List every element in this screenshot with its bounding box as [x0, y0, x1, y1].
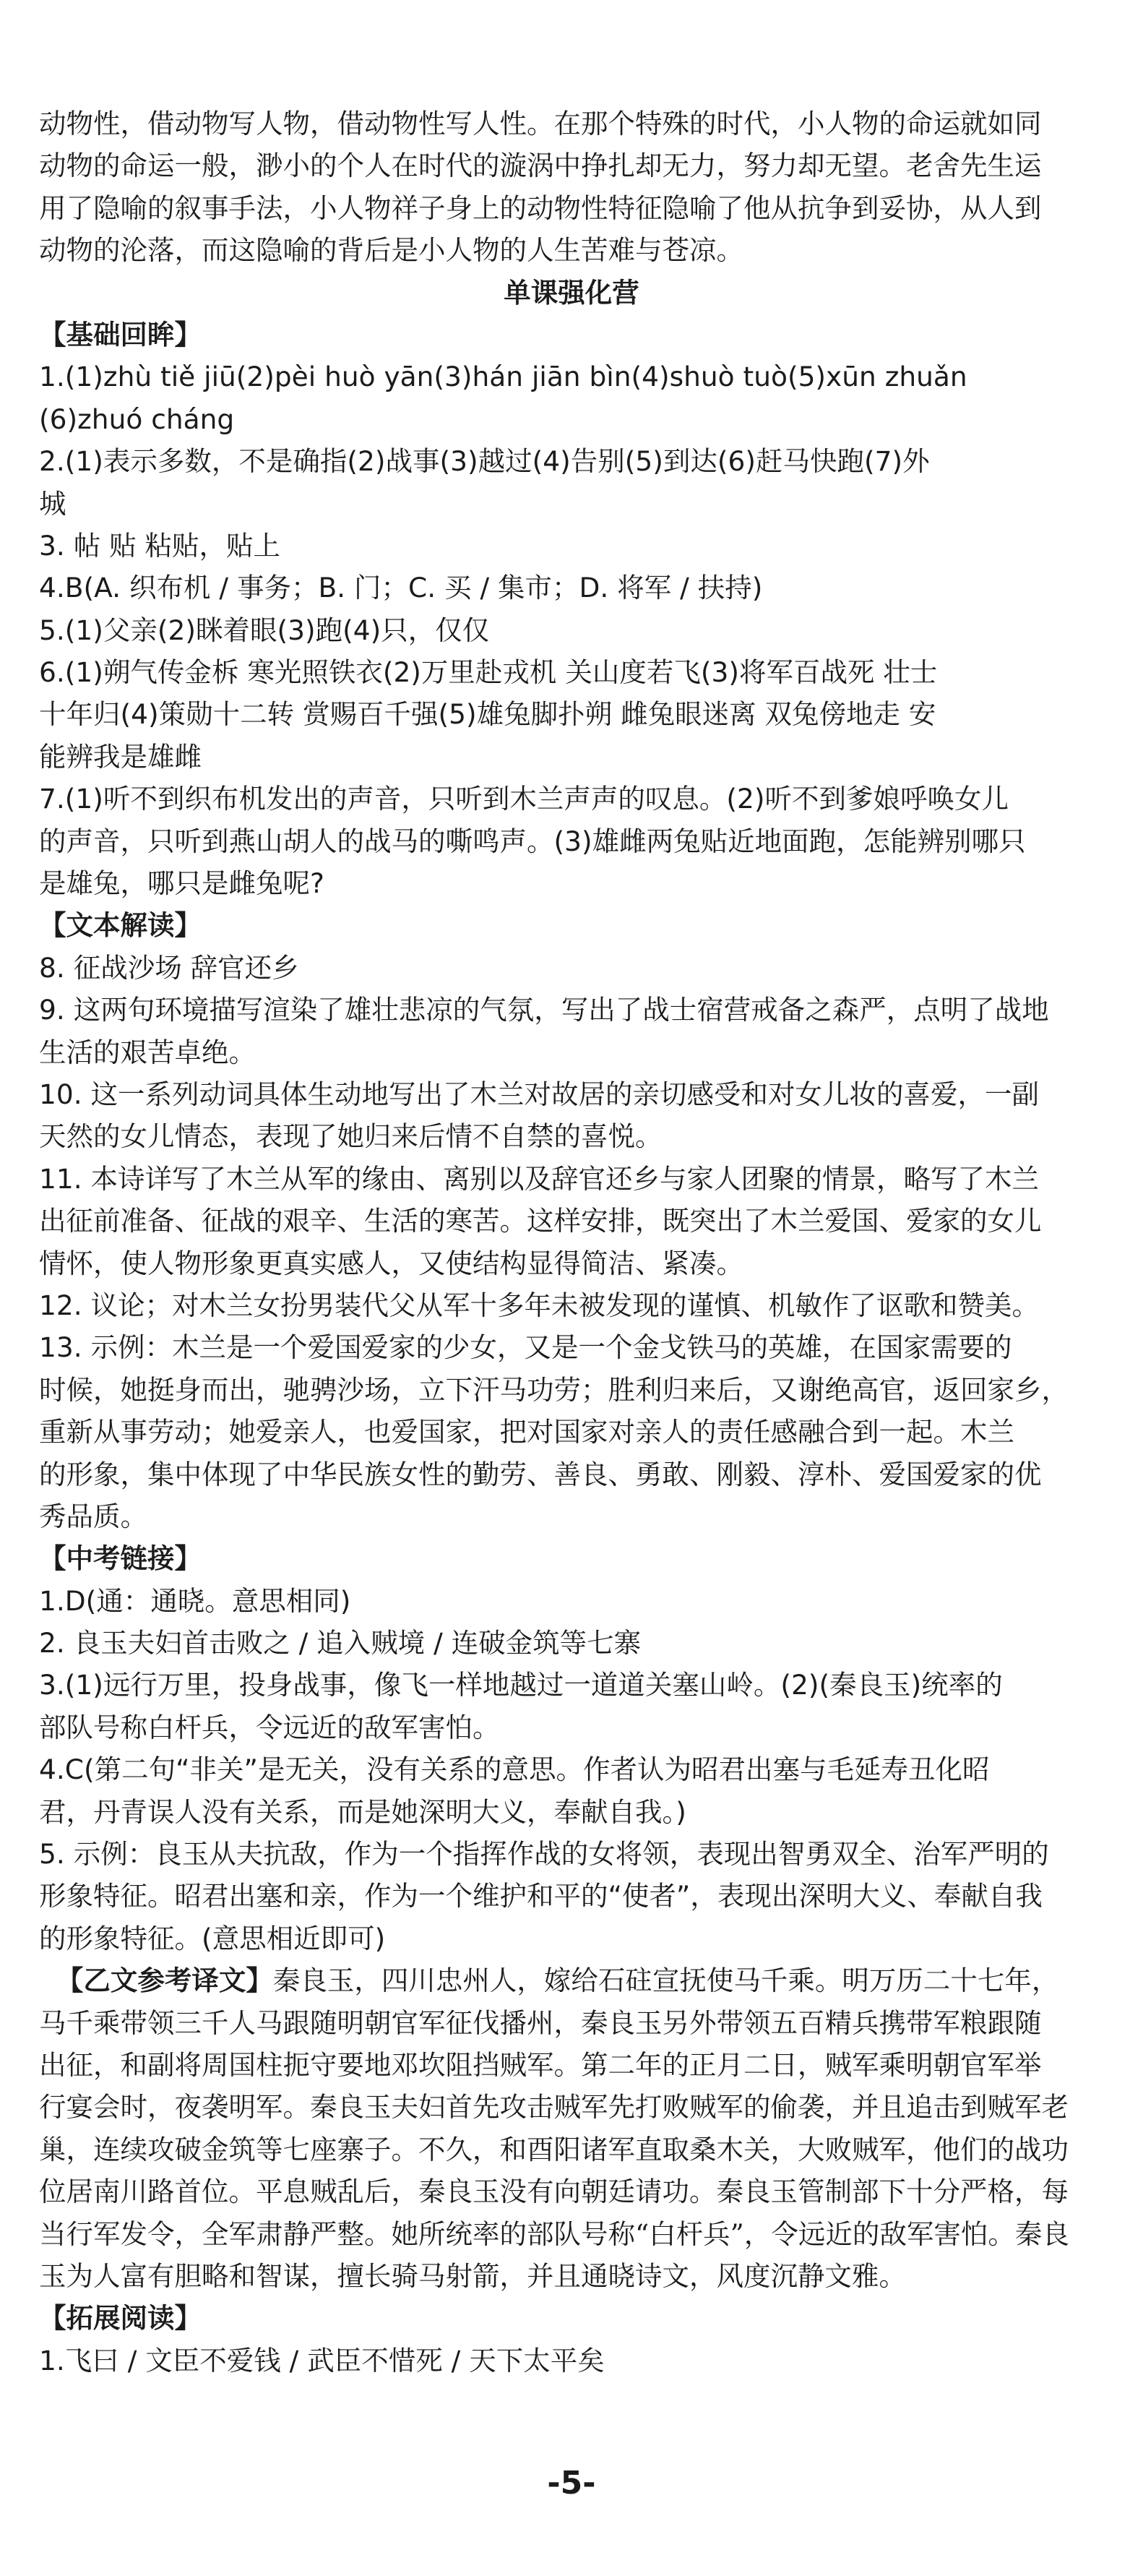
answer-line: 11. 本诗详写了木兰从军的缘由、离别以及辞官还乡与家人团聚的情景，略写了木兰 — [39, 1162, 1040, 1195]
answer-line: 时候，她挺身而出，驰骋沙场，立下汗马功劳；胜利归来后，又谢绝高官，返回家乡， — [39, 1373, 1069, 1406]
translation-line: 位居南川路首位。平息贼乱后，秦良玉没有向朝廷请功。秦良玉管制部下十分严格，每 — [39, 2176, 1069, 2208]
translation-line: 出征，和副将周国柱扼守要地邓坎阻挡贼军。第二年的正月二日，贼军乘明朝官军举 — [39, 2048, 1042, 2081]
answer-line: 4.C(第二句“非关”是无关，没有关系的意思。作者认为昭君出塞与毛延寿丑化昭 — [39, 1753, 990, 1786]
section-title: 单课强化营 — [504, 276, 639, 309]
answer-line: 城 — [39, 487, 66, 520]
answer-line: 6.(1)朔气传金柝 寒光照铁衣(2)万里赴戎机 关山度若飞(3)将军百战死 壮士 — [39, 656, 938, 689]
intro-paragraph — [39, 103, 1104, 272]
answer-line: 重新从事劳动；她爱亲人，也爱国家，把对国家对亲人的责任感融合到一起。木兰 — [39, 1416, 1014, 1448]
translation-text: 秦良玉，四川忠州人，嫁给石砫宣抚使马千乘。明万历二十七年， — [272, 1965, 1059, 1997]
answer-line: 5.(1)父亲(2)眯着眼(3)跑(4)只，仅仅 — [39, 614, 490, 646]
answer-line: 1.(1)zhù tiě jiū(2)pèi huò yān(3)hán jiān bìn(4)shuò tuò(5)xūn zhuǎn — [39, 361, 967, 393]
translation-line: 玉为人富有胆略和智谋，擅长骑马射箭，并且通晓诗文，风度沉静文雅。 — [39, 2259, 906, 2292]
answer-line: 2.(1)表示多数，不是确指(2)战事(3)越过(4)告别(5)到达(6)赶马快跑(7)外 — [39, 445, 930, 478]
answer-line: 天然的女儿情态，表现了她归来后情不自禁的喜悦。 — [39, 1120, 663, 1153]
answer-line: 的形象特征。(意思相近即可) — [39, 1922, 386, 1954]
answer-line: 3. 帖 贴 粘贴，贴上 — [39, 529, 281, 562]
page-number: -5- — [547, 2465, 596, 2502]
answer-line: 十年归(4)策勋十二转 赏赐百千强(5)雄兔脚扑朔 雌兔眼迷离 双兔傍地走 安 — [39, 698, 936, 731]
section-heading-extended-reading: 【拓展阅读】 — [39, 2302, 202, 2335]
section-heading-exam-link: 【中考链接】 — [39, 1542, 202, 1575]
answer-line: 君，丹青误人没有关系，而是她深明大义，奉献自我。) — [39, 1795, 686, 1828]
translation-line — [39, 1959, 1104, 2001]
answer-line: 9. 这两句环境描写渲染了雄壮悲凉的气氛，写出了战士宿营戒备之森严，点明了战地 — [39, 994, 1049, 1026]
answer-line: 秀品质。 — [39, 1500, 147, 1532]
section-heading-basics: 【基础回眸】 — [39, 318, 202, 351]
answer-line: 情怀，使人物形象更真实感人，又使结构显得简洁、紧凑。 — [39, 1247, 743, 1279]
translation-line: 马千乘带领三千人马跟随明朝官军征伐播州，秦良玉另外带领五百精兵携带军粮跟随 — [39, 2006, 1042, 2039]
answer-line: 2. 良玉夫妇首击败之 / 追入贼境 / 连破金筑等七寨 — [39, 1627, 642, 1660]
translation-line: 行宴会时，夜袭明军。秦良玉夫妇首先攻击贼军先打败贼军的偷袭，并且追击到贼军老 — [39, 2091, 1069, 2124]
answer-line: 1.飞曰 / 文臣不爱钱 / 武臣不惜死 / 天下太平矣 — [39, 2344, 605, 2377]
answer-line: 3.(1)远行万里，投身战事，像飞一样地越过一道道关塞山岭。(2)(秦良玉)统率的 — [39, 1669, 1003, 1701]
translation-tag: 【乙文参考译文】 — [56, 1965, 273, 1997]
answer-line: 5. 示例：良玉从夫抗敌，作为一个指挥作战的女将领，表现出智勇双全、治军严明的 — [39, 1838, 1049, 1871]
text-line: 用了隐喻的叙事手法，小人物祥子身上的动物性特征隐喻了他从抗争到妥协，从人到 — [39, 192, 1042, 224]
answer-line: 1.D(通：通晓。意思相同) — [39, 1584, 351, 1617]
answer-line: 8. 征战沙场 辞官还乡 — [39, 951, 299, 984]
answer-line: 能辨我是雄雌 — [39, 740, 202, 773]
translation-block — [39, 1959, 1104, 2297]
answer-line: 4.B(A. 织布机 / 事务；B. 门；C. 买 / 集市；D. 将军 / 扶持) — [39, 572, 763, 604]
answer-line: 形象特征。昭君出塞和亲，作为一个维护和平的“使者”，表现出深明大义、奉献自我 — [39, 1880, 1043, 1912]
text-line: 动物的命运一般，渺小的个人在时代的漩涡中挣扎却无力，努力却无望。老舍先生运 — [39, 150, 1042, 182]
answer-line: 13. 示例：木兰是一个爱国爱家的少女，又是一个金戈铁马的英雄，在国家需要的 — [39, 1331, 1012, 1364]
text-line: 动物性，借动物写人物，借动物性写人性。在那个特殊的时代，小人物的命运就如同 — [39, 108, 1042, 139]
answer-line: 是雄兔，哪只是雌兔呢? — [39, 867, 324, 900]
answer-line: (6)zhuó cháng — [39, 403, 235, 435]
answer-line: 出征前准备、征战的艰辛、生活的寒苦。这样安排，既突出了木兰爱国、爱家的女儿 — [39, 1205, 1042, 1237]
answer-line: 部队号称白杆兵，令远近的敌军害怕。 — [39, 1711, 500, 1743]
translation-line: 巢，连续攻破金筑等七座寨子。不久，和酉阳诸军直取桑木关，大败贼军，他们的战功 — [39, 2133, 1069, 2165]
answer-line: 7.(1)听不到织布机发出的声音，只听到木兰声声的叹息。(2)听不到爹娘呼唤女儿 — [39, 783, 1009, 815]
answer-line: 12. 议论；对木兰女扮男装代父从军十多年未被发现的谨慎、机敏作了讴歌和赞美。 — [39, 1289, 1040, 1321]
answer-line: 的声音，只听到燕山胡人的战马的嘶鸣声。(3)雄雌两兔贴近地面跑，怎能辨别哪只 — [39, 825, 1026, 857]
section-heading-text-reading: 【文本解读】 — [39, 909, 202, 942]
text-line: 动物的沦落，而这隐喻的背后是小人物的人生苦难与苍凉。 — [39, 234, 743, 267]
answer-line: 生活的艰苦卓绝。 — [39, 1036, 256, 1068]
translation-line: 当行军发令，全军肃静严整。她所统率的部队号称“白杆兵”，令远近的敌军害怕。秦良 — [39, 2217, 1069, 2250]
answer-line: 10. 这一系列动词具体生动地写出了木兰对故居的亲切感受和对女儿妆的喜爱，一副 — [39, 1078, 1040, 1110]
answer-line: 的形象，集中体现了中华民族女性的勤劳、善良、勇敢、刚毅、淳朴、爱国爱家的优 — [39, 1458, 1042, 1490]
